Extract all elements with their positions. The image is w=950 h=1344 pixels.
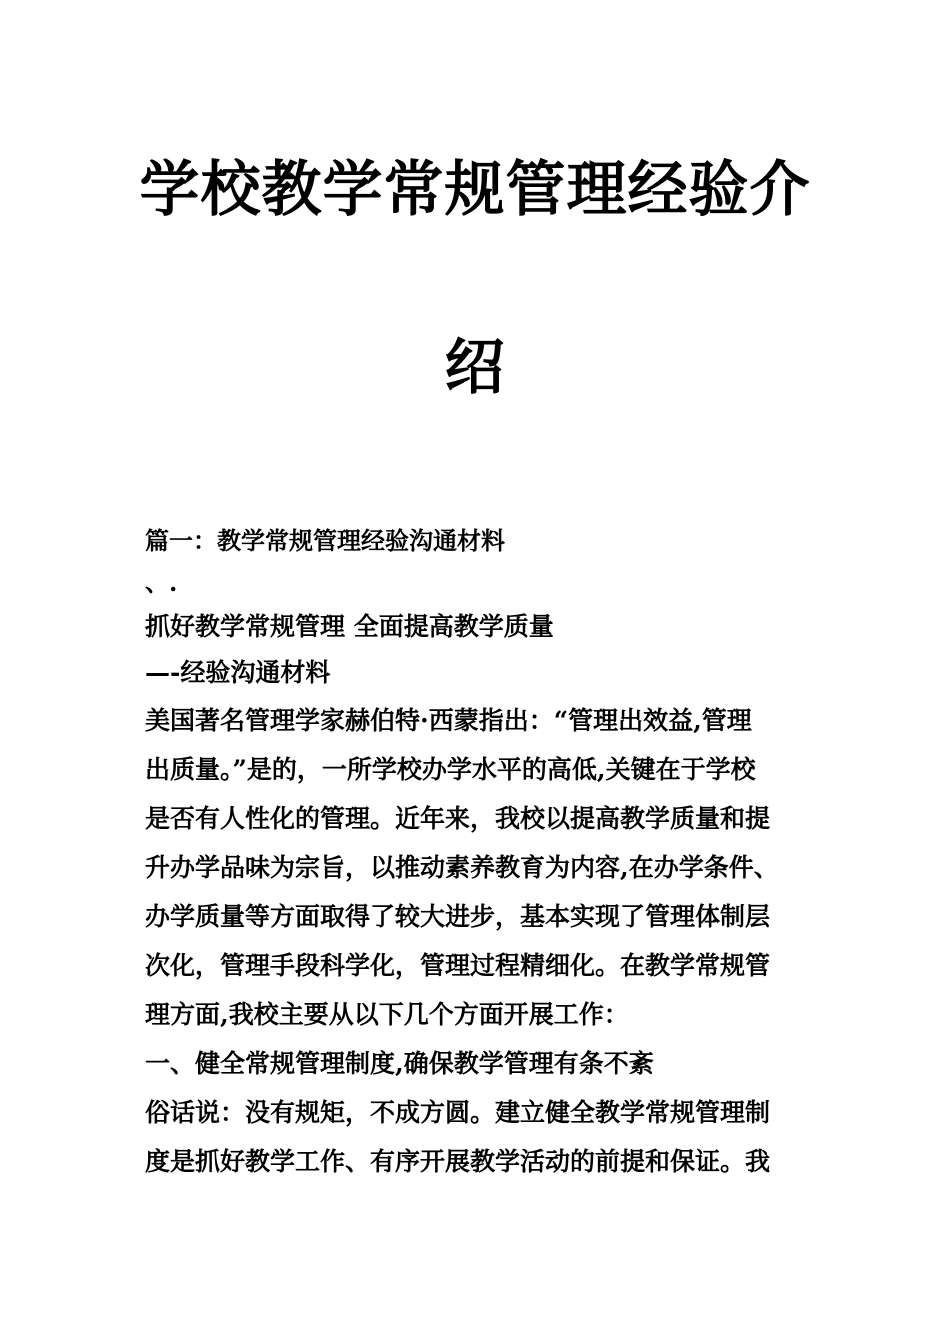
- document-title-line-2: 绍: [444, 333, 506, 403]
- paragraph-line: 次化，管理手段科学化，管理过程精细化。在教学常规管: [145, 951, 771, 980]
- document-title-line-1: 学校教学常规管理经验介: [139, 155, 811, 225]
- document-body: [145, 520, 815, 1186]
- paragraph-line: 是否有人性化的管理。近年来，我校以提高教学质量和提: [145, 804, 771, 833]
- paragraph-line: 度是抓好教学工作、有序开展教学活动的前提和保证。我: [145, 1147, 771, 1176]
- paragraph-line: 美国著名管理学家赫伯特·西蒙指出：“管理出效益,管理: [145, 706, 752, 735]
- paragraph-line: 俗话说：没有规矩，不成方圆。建立健全教学常规管理制: [145, 1098, 771, 1127]
- section-heading: 篇一：教学常规管理经验沟通材料: [145, 526, 505, 555]
- paragraph-line: 办学质量等方面取得了较大进步，基本实现了管理体制层: [145, 902, 771, 931]
- paragraph-line: 升办学品味为宗旨，以推动素养教育为内容,在办学条件、: [145, 853, 779, 882]
- article-subtitle: —-经验沟通材料: [145, 658, 331, 687]
- article-title: 抓好教学常规管理 全面提高教学质量: [145, 612, 554, 641]
- subsection-heading: 一、健全常规管理制度,确保教学管理有条不紊: [145, 1049, 654, 1078]
- paragraph-line: 出质量。”是的，一所学校办学水平的高低,关键在于学校: [145, 755, 756, 784]
- punctuation-line: 、.: [145, 568, 178, 597]
- paragraph-line: 理方面,我校主要从以下几个方面开展工作：: [145, 1000, 629, 1029]
